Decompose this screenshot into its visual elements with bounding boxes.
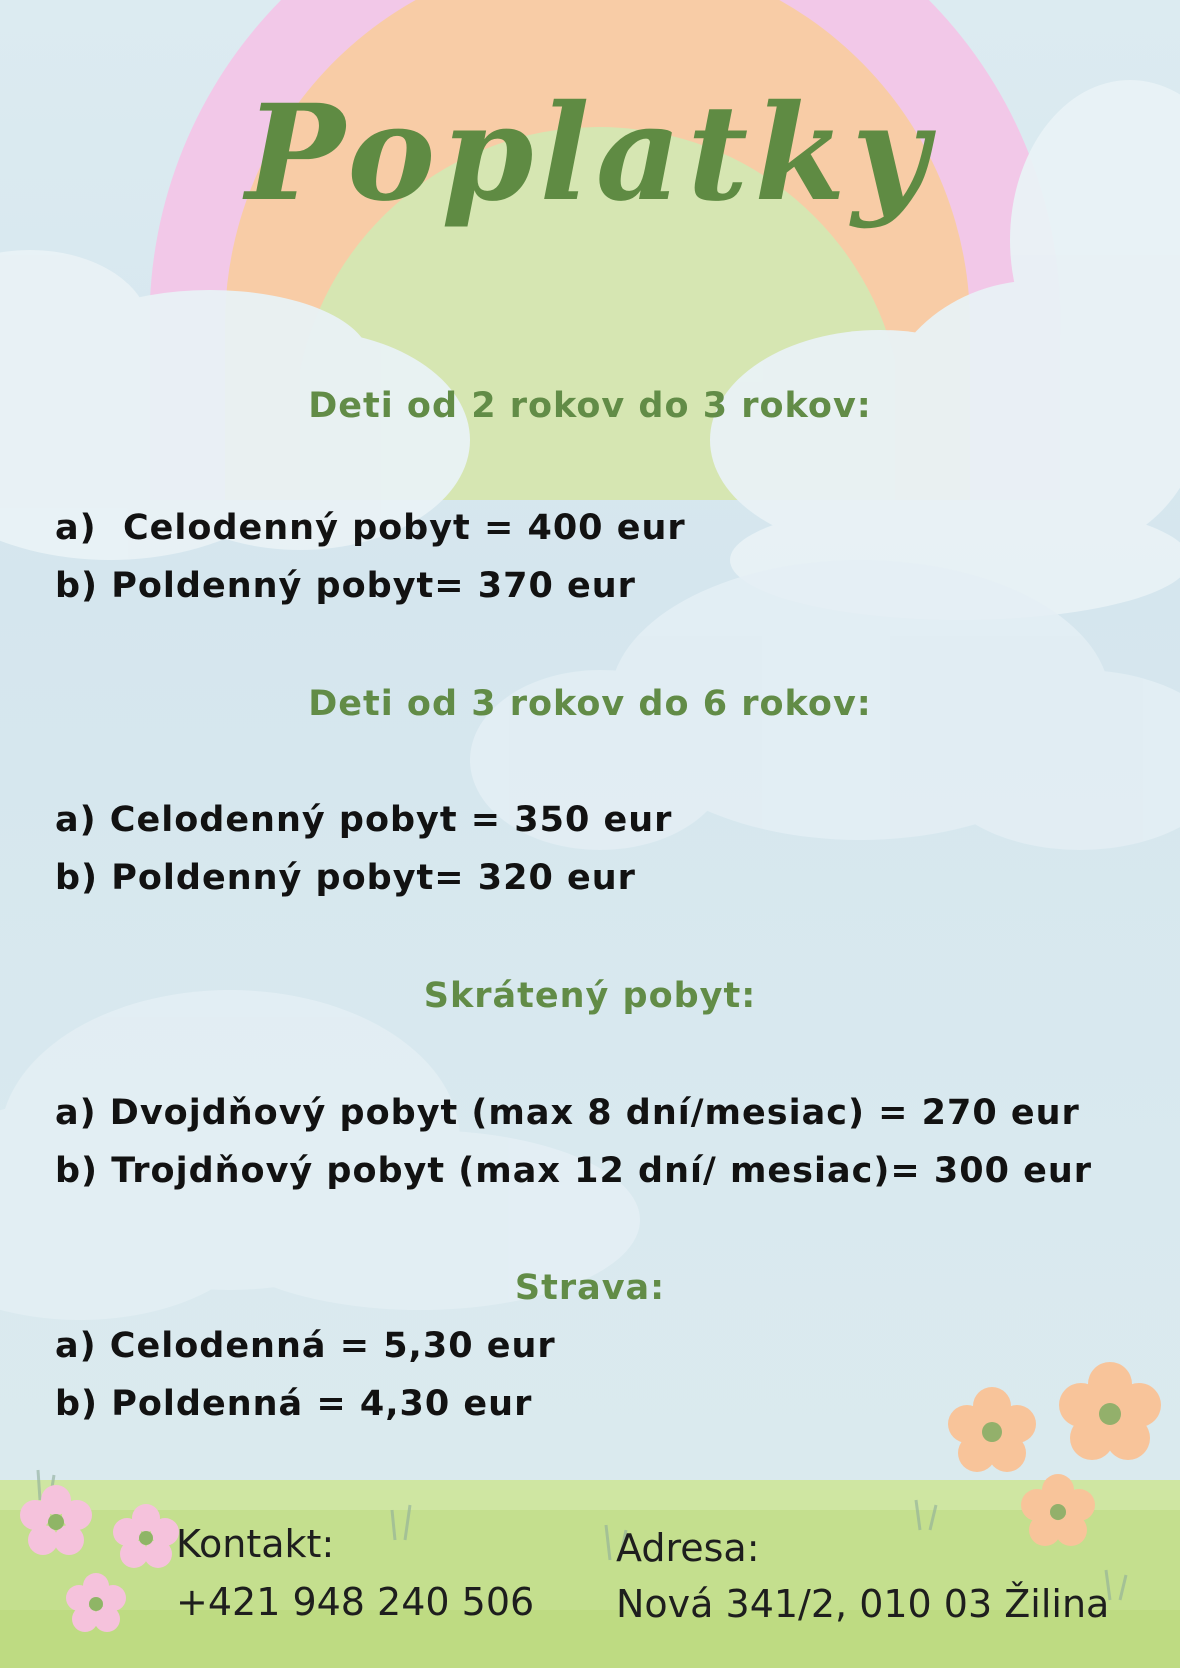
cloud-icon: [0, 560, 1180, 1320]
contact-phone: +421 948 240 506: [176, 1580, 535, 1624]
address-value: Nová 341/2, 010 03 Žilina: [616, 1582, 1110, 1626]
price-item: a) Dvojdňový pobyt (max 8 dní/mesiac) = 270 eur: [55, 1093, 1080, 1133]
section-heading-age-2-3: Deti od 2 rokov do 3 rokov:: [308, 386, 872, 426]
price-item: b) Trojdňový pobyt (max 12 dní/ mesiac)= 300 eur: [55, 1151, 1093, 1191]
price-item: a) Celodenná = 5,30 eur: [55, 1326, 556, 1366]
section-heading-short-stay: Skrátený pobyt:: [423, 976, 757, 1016]
price-item: a) Celodenný pobyt = 400 eur: [55, 508, 686, 548]
section-heading-meals: Strava:: [514, 1268, 666, 1308]
grass-icon: [0, 1470, 1180, 1668]
contact-label: Kontakt:: [176, 1522, 335, 1566]
price-item: b) Poldenný pobyt= 320 eur: [55, 858, 636, 898]
price-item: b) Poldenný pobyt= 370 eur: [55, 566, 636, 606]
price-item: b) Poldenná = 4,30 eur: [55, 1384, 533, 1424]
price-item: a) Celodenný pobyt = 350 eur: [55, 800, 673, 840]
address-label: Adresa:: [616, 1526, 760, 1570]
page-title: Poplatky: [245, 76, 935, 231]
section-heading-age-3-6: Deti od 3 rokov do 6 rokov:: [308, 684, 872, 724]
